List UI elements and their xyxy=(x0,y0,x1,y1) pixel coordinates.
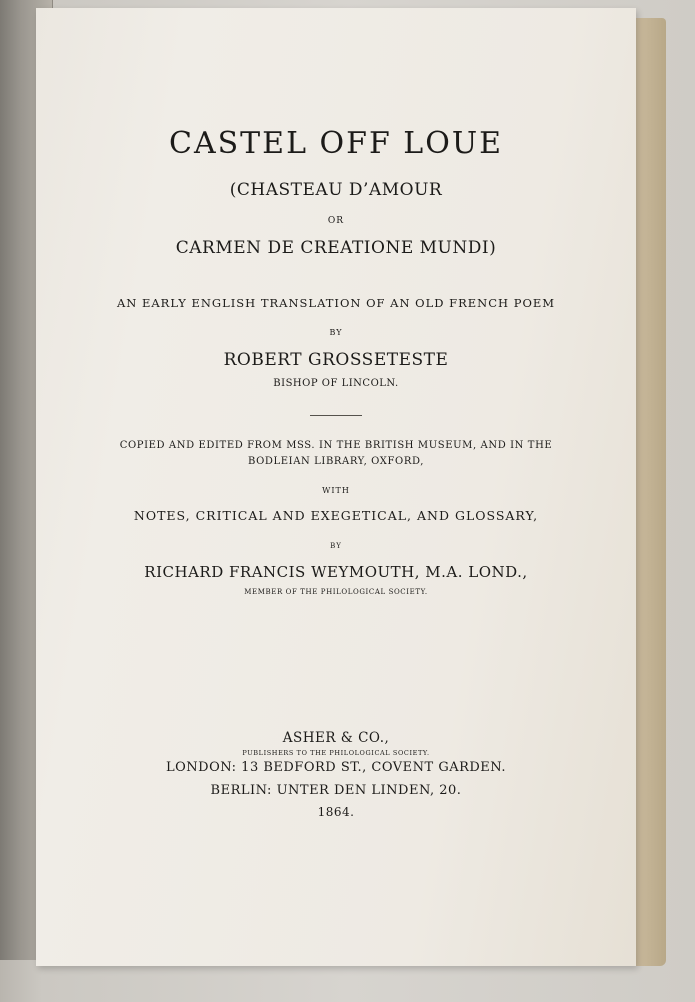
divider-rule xyxy=(310,415,362,416)
subtitle-line-1: (CHASTEAU D’AMOUR xyxy=(229,180,443,200)
translation-line: AN EARLY ENGLISH TRANSLATION OF AN OLD FRENCH POEM xyxy=(116,296,556,310)
copied-line-1: COPIED AND EDITED FROM MSS. IN THE BRITISH MUSEUM, AND IN THE xyxy=(119,440,553,451)
book-title: CASTEL OFF LOUE xyxy=(169,126,503,161)
publisher-name: ASHER & CO., xyxy=(282,730,390,746)
editor-name: RICHARD FRANCIS WEYMOUTH, M.A. LOND., xyxy=(144,563,528,581)
author-role: BISHOP OF LINCOLN. xyxy=(273,378,399,389)
publisher-role: PUBLISHERS TO THE PHILOLOGICAL SOCIETY. xyxy=(242,749,430,757)
editor-role: MEMBER OF THE PHILOLOGICAL SOCIETY. xyxy=(244,588,428,596)
by-word-editor: BY xyxy=(330,542,342,550)
notes-line: NOTES, CRITICAL AND EXEGETICAL, AND GLOSSARY, xyxy=(133,508,539,523)
with-word: WITH xyxy=(322,486,350,495)
address-berlin: BERLIN: UNTER DEN LINDEN, 20. xyxy=(210,783,462,798)
subtitle-line-2: CARMEN DE CREATIONE MUNDI) xyxy=(175,238,497,258)
copied-line-2: BODLEIAN LIBRARY, OXFORD, xyxy=(247,456,425,467)
title-page xyxy=(36,8,636,966)
or-word: OR xyxy=(327,216,345,226)
author-name: ROBERT GROSSETESTE xyxy=(223,350,449,370)
by-word-author: BY xyxy=(329,328,343,337)
address-london: LONDON: 13 BEDFORD ST., COVENT GARDEN. xyxy=(166,760,506,775)
publication-year: 1864. xyxy=(317,805,355,819)
